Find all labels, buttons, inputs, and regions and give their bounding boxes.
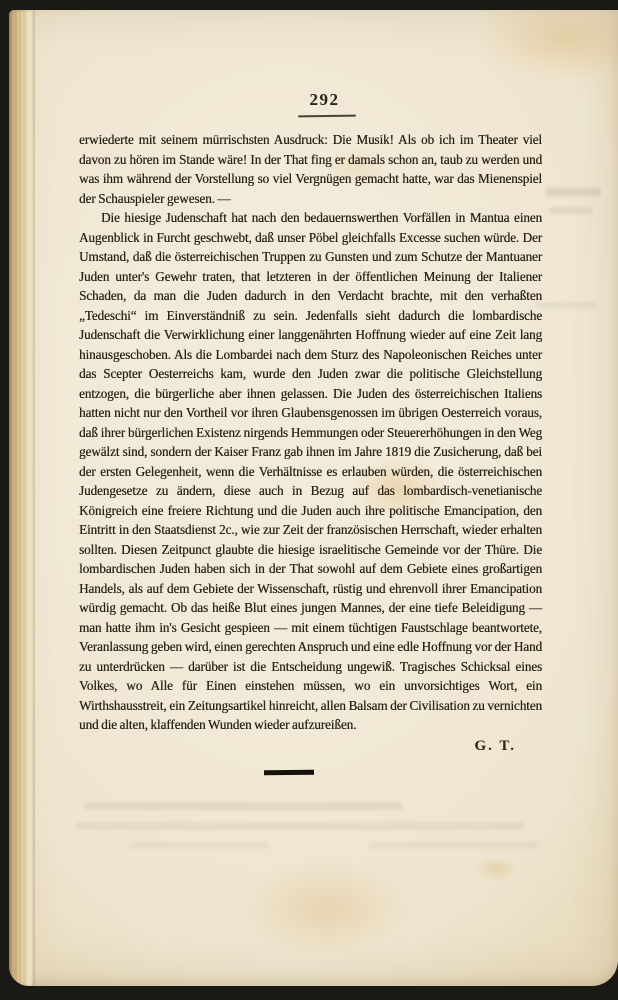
bleedthrough-artifact	[83, 802, 403, 810]
page-edge-stack	[9, 10, 35, 986]
section-divider-bar	[263, 769, 313, 774]
bleedthrough-artifact	[369, 842, 539, 849]
book-page	[9, 10, 618, 986]
bleedthrough-artifact	[75, 822, 525, 830]
author-initials: G. T.	[474, 737, 516, 754]
bleedthrough-artifact	[549, 207, 593, 214]
bleedthrough-artifact	[536, 302, 596, 309]
bleedthrough-artifact	[129, 842, 269, 849]
page-number: 292	[309, 90, 340, 109]
body-paragraph: Die hiesige Judenschaft hat nach den bedauernswerthen Vorfällen in Mantua einen Augenblick in Furcht geschwebt, daß unser Pöbel gleichfalls Excesse suchen würde. Der Umstand, daß die österreichischen Truppen zu Gunsten und zum Schutze der Mantuaner Juden unter's Gewehr traten, that letzteren in der öffentlichen Meinung der Italiener Schaden, da man die Juden dadurch in den Verdacht brachte, mit den verhaßten „Tedeschi“ im Einverständniß zu sein. Jedenfalls sieht dadurch die lombardische Judenschaft die Verwirklichung einer langgenährten Hoffnung wieder auf eine Zeit lang hinausgeschoben. Als die Lombardei nach dem Sturz des Napoleonischen Reiches unter das Scepter Oesterreichs kam, wurde den Juden zwar die politische Gleichstellung entzogen, die bürgerliche aber ihnen gelassen. Die Juden des österreichischen Italiens hatten nicht nur den Vortheil vor ihren Glaubensgenossen im übrigen Oesterreich voraus, daß ihrer bürgerlichen Existenz nirgends Hemmungen oder Steuererhöhungen in den Weg gewälzt sind, sondern der Kaiser Franz gab ihnen im Jahre 1819 die Zusicherung, daß bei der ersten Gelegenheit, wenn die Verhältnisse es erlauben würden, die österreichischen Judengesetze zu ändern, diese auch in Bezug auf das lombardisch-venetianische Königreich eine freiere Richtung und die Juden auch ihre politische Emancipation, den Eintritt in den Staatsdienst 2c., wie zur Zeit der französischen Herrschaft, wieder erhalten sollten. Diesen Zeitpunct glaubte die hiesige israelitische Gemeinde vor der Thüre. Die lombardischen Juden haben sich in der That sowohl auf dem Gebiete eines großartigen Handels, als auf dem Gebiete der Wissenschaft, rüstig und ehrenvoll ihrer Emancipation würdig gemacht. Ob das heiße Blut eines jungen Mannes, der eine tiefe Beleidigung — man hatte ihm in's Gesicht gespieen — mit einem tüchtigen Faustschlage beantwortete, Veranlassung geben wird, einen gerechten Anspruch und eine edle Hoffnung vor der Hand zu unterdrücken — darüber ist die Entscheidung ungewiß. Tragisches Schicksal eines Volkes, wo Alle für Einen einstehen müssen, wo ein unvorsichtiges Wort, ein Wirthshausstreit, ein Zeitungsartikel hinreicht, allen Balsam der Civilisation zu vernichten und die alten, klaffenden Wunden wieder aufzureißen.	[79, 210, 542, 732]
page-number-rule	[297, 115, 355, 118]
bleedthrough-artifact	[545, 188, 601, 196]
body-text	[79, 130, 542, 735]
body-paragraph: erwiederte mit seinem mürrischsten Ausdruck: Die Musik! Als ob ich im Theater viel davon zu hören im Stande wäre! In der That fing er damals schon an, taub zu werden und was ihm während der Vorstellung so viel Vergnügen gemacht hatte, war das Mienenspiel der Schauspieler gewesen. —	[79, 132, 542, 206]
printed-text-block	[79, 90, 542, 775]
